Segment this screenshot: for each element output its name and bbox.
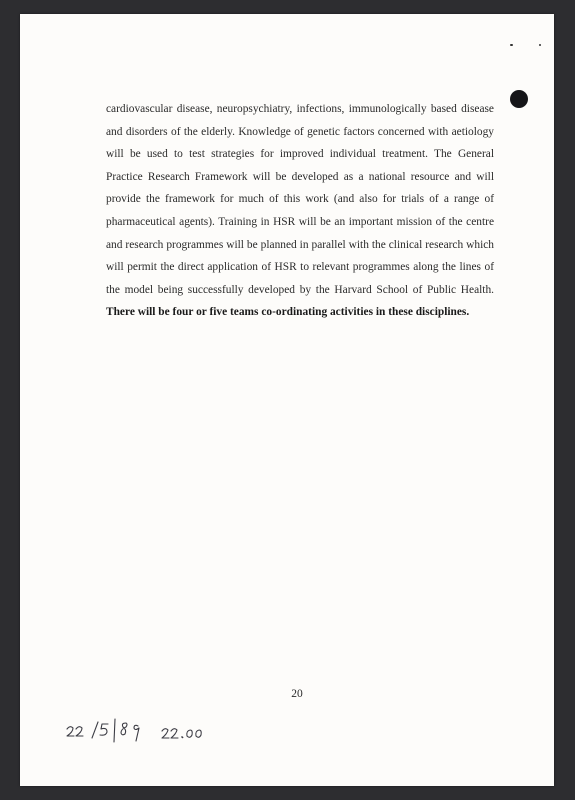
paper-speck	[539, 44, 541, 46]
paper-speck	[510, 44, 513, 46]
handwritten-date-note	[64, 714, 214, 750]
body-text-plain: cardiovascular disease, neuropsychiatry, infections, immunologically based disease and disorders of the elderly. Knowledge of genetic factors concerned with aetiology will be used to test strategies for improved individual treatment. The General Practice Research Framework will be developed as a national resource and will provide the framework for much of this work (and also for trials of a range of pharmaceutical agents). Training in HSR will be an important mission of the centre and research programmes will be planned in parallel with the clinical research which will permit the direct application of HSR to relevant programmes along the lines of the model being successfully developed by the Harvard School of Public Health.	[106, 103, 494, 296]
document-page	[20, 14, 554, 786]
body-text-bold: There will be four or five teams co-ordinating activities in these disciplines.	[106, 306, 470, 319]
body-paragraph	[106, 98, 494, 324]
page-number: 20	[291, 688, 303, 700]
punch-hole	[510, 90, 528, 108]
